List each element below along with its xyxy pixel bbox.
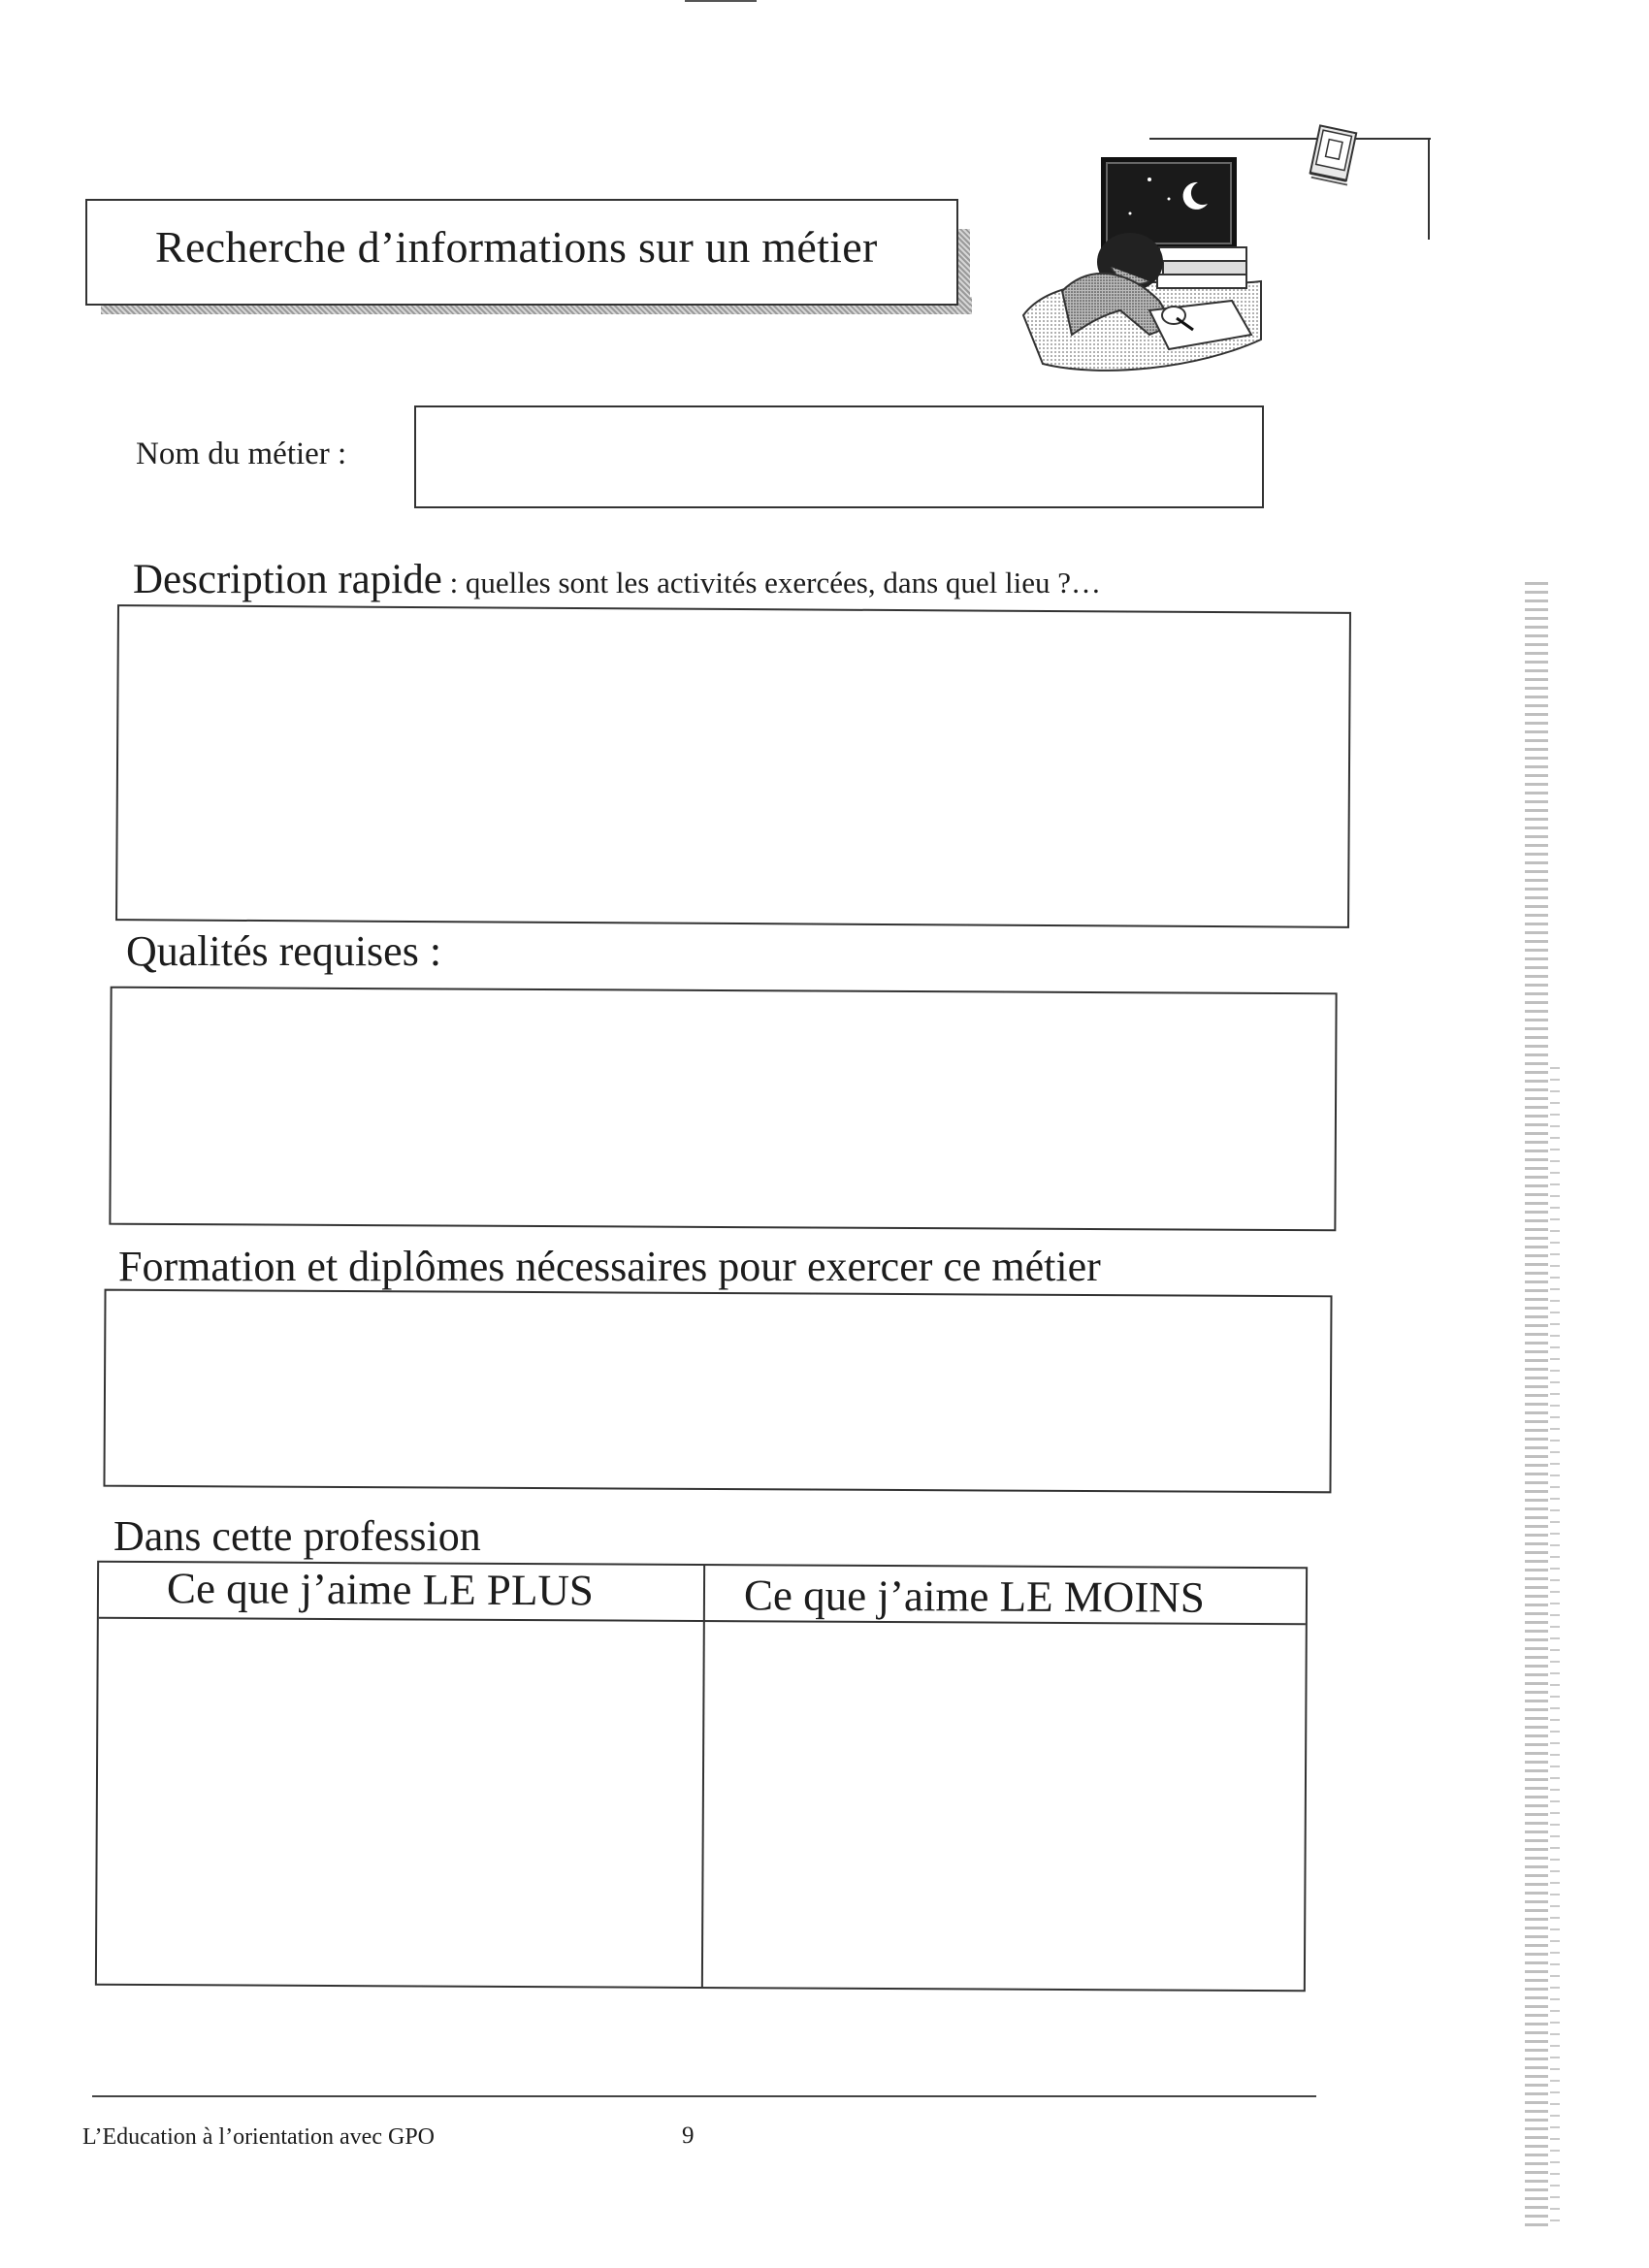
moins-cell[interactable] xyxy=(705,1624,1308,1990)
small-book-icon xyxy=(1305,121,1363,189)
formation-field[interactable] xyxy=(103,1289,1332,1494)
footer-publication: L’Education à l’orientation avec GPO xyxy=(82,2124,435,2150)
scan-edge-noise xyxy=(1525,582,1548,2231)
likes-table xyxy=(95,1561,1308,1993)
page-number: 9 xyxy=(682,2122,695,2149)
column-header-plus: Ce que j’aime LE PLUS xyxy=(166,1564,595,1615)
description-heading xyxy=(133,556,1101,603)
scan-mark xyxy=(685,0,757,2)
plus-cell[interactable] xyxy=(99,1621,701,1987)
corner-bracket-side xyxy=(1428,138,1430,240)
description-note: : quelles sont les activités exercées, dans quel lieu ?… xyxy=(441,566,1102,599)
nom-label: Nom du métier : xyxy=(136,437,347,471)
page-title: Recherche d’informations sur un métier xyxy=(155,222,878,272)
qualites-field[interactable] xyxy=(109,987,1337,1232)
profession-heading: Dans cette profession xyxy=(113,1512,481,1560)
description-field[interactable] xyxy=(115,604,1351,928)
nom-metier-field[interactable] xyxy=(414,405,1264,508)
description-heading-title: Description rapide xyxy=(133,557,442,602)
qualites-heading: Qualités requises : xyxy=(126,927,442,975)
corner-bracket-top xyxy=(1149,138,1431,140)
person-writing-at-desk-icon xyxy=(1004,146,1266,383)
title-shadow-right xyxy=(956,229,970,314)
footer-divider xyxy=(92,2095,1316,2097)
formation-heading: Formation et diplômes nécessaires pour exercer ce métier xyxy=(118,1243,1101,1290)
scan-edge-noise-secondary xyxy=(1550,1067,1560,2231)
column-header-moins: Ce que j’aime LE MOINS xyxy=(743,1571,1206,1622)
